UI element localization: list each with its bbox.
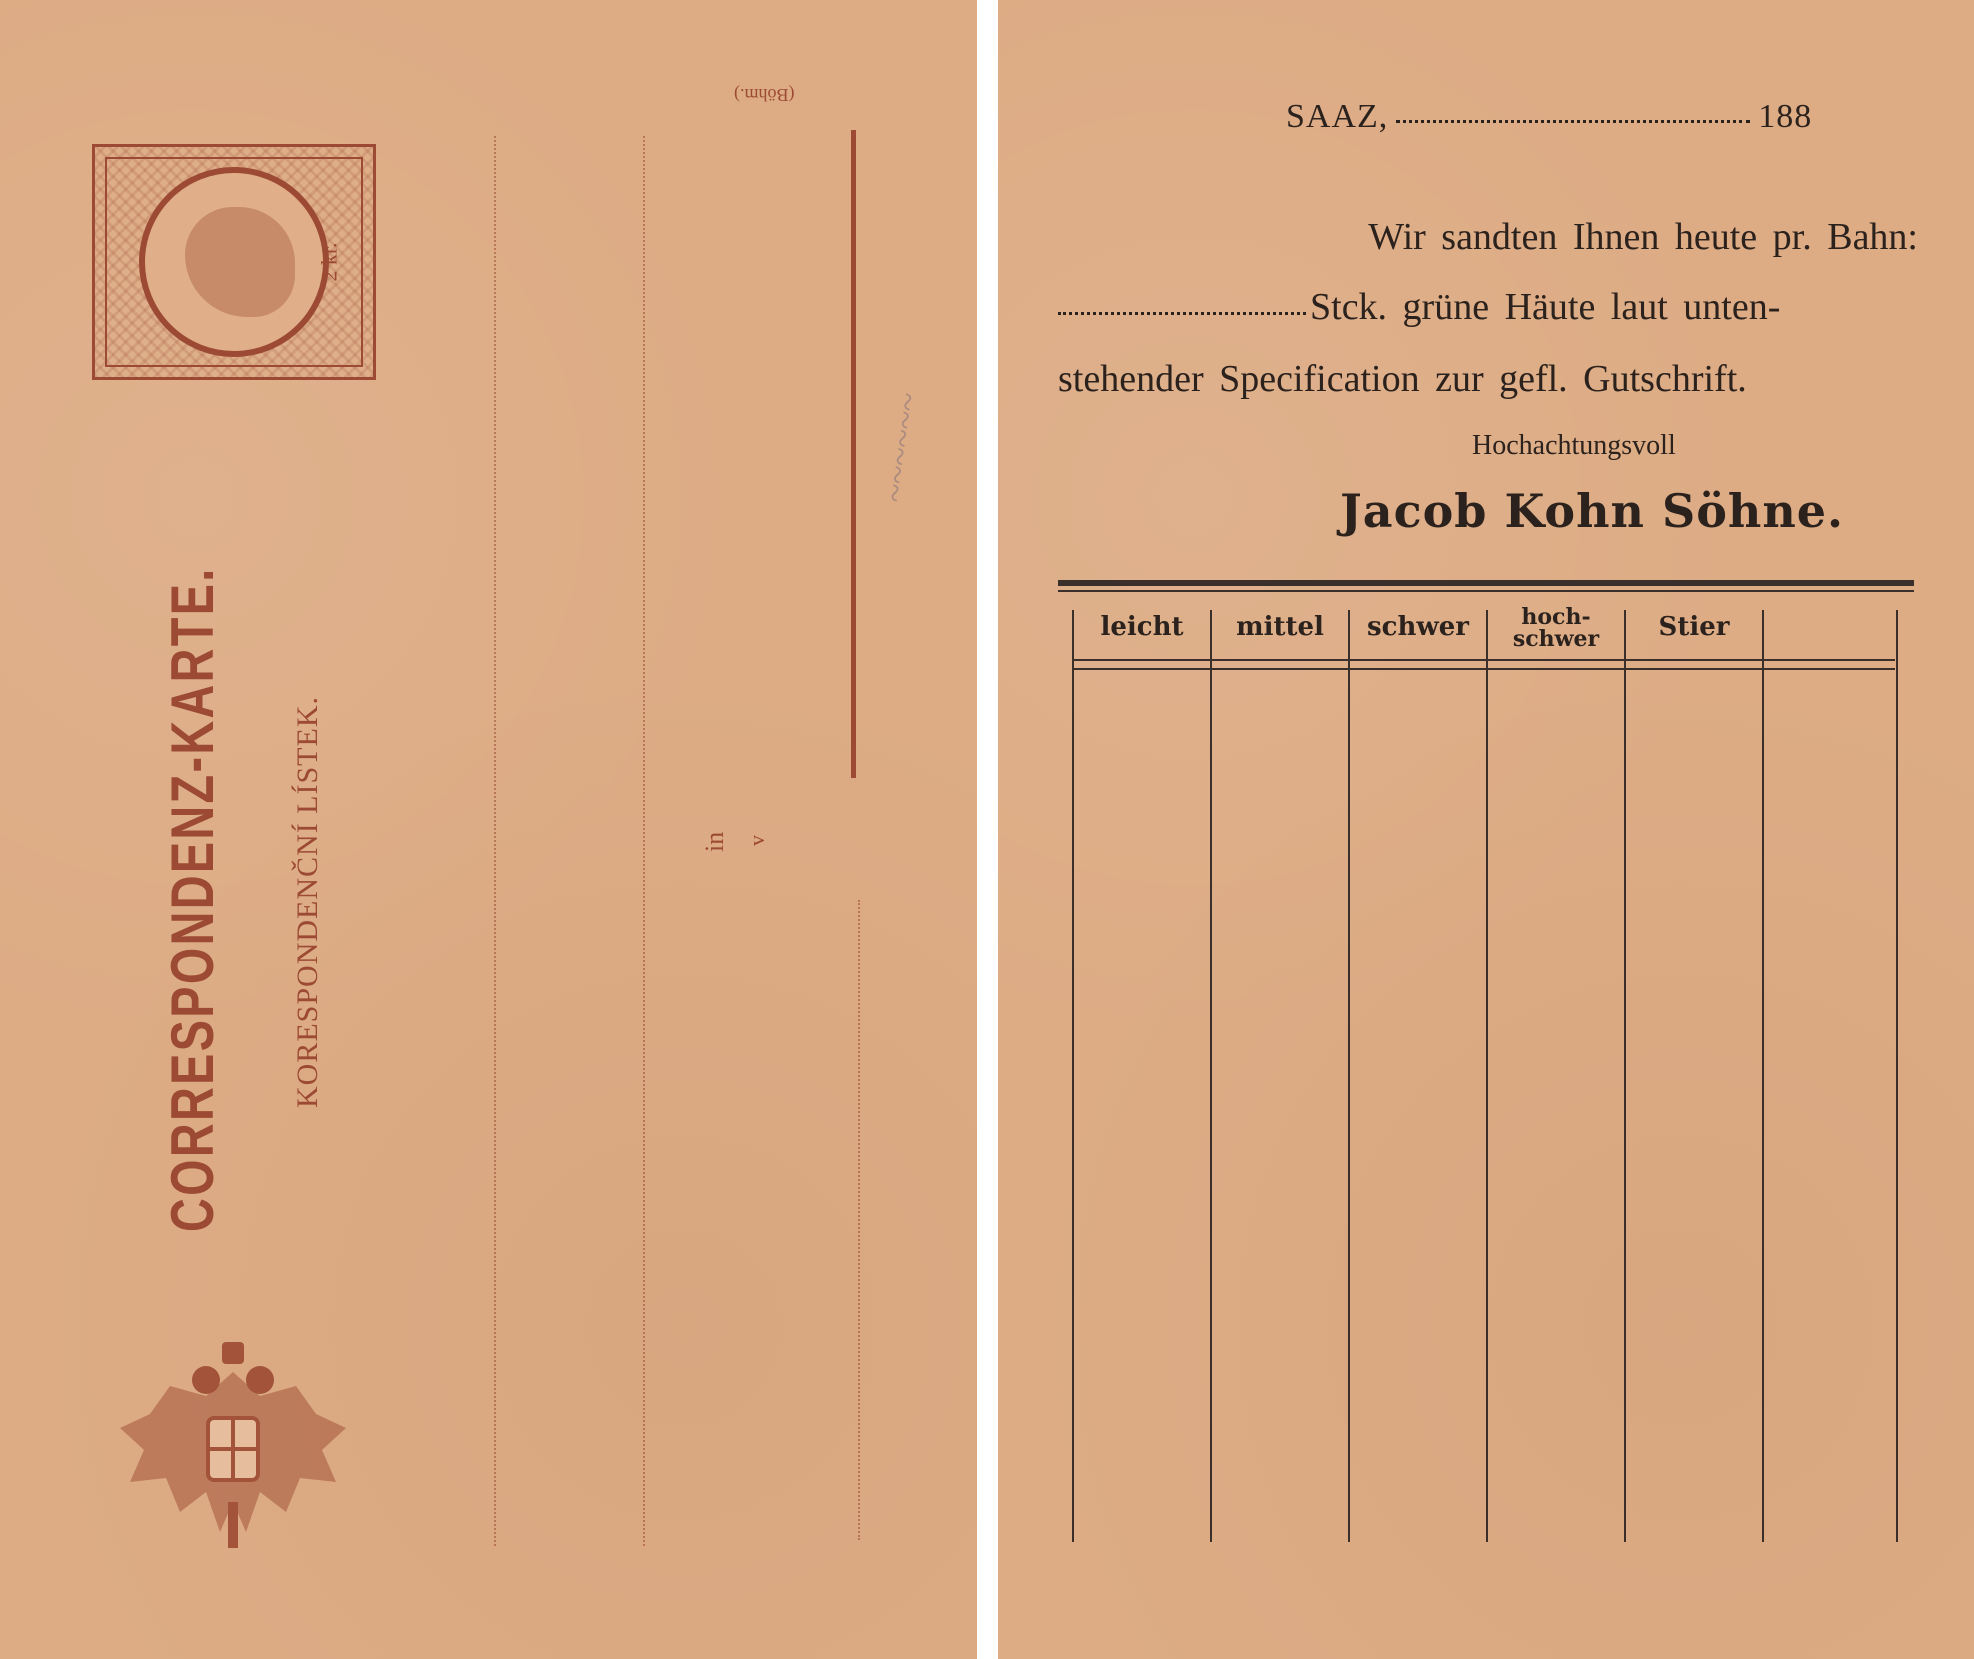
table-column-line [1486, 610, 1488, 1542]
message-line-2-text: Stck. grüne Häute laut unten- [1310, 286, 1781, 328]
table-column-line [1762, 610, 1764, 1542]
pencil-annotation: ~~~~~~ [876, 390, 929, 506]
double-headed-eagle-icon [110, 1332, 356, 1554]
table-top-rule [1058, 580, 1914, 586]
column-header-schwer: schwer [1367, 612, 1469, 642]
card-title-czech: KORESPONDENČNÍ LÍSTEK. [291, 696, 324, 1108]
closing-greeting: Hochachtungsvoll [1472, 430, 1676, 461]
emperor-portrait-icon [185, 207, 295, 317]
destination-prefix-cz: v [744, 835, 769, 846]
table-header-rule [1073, 668, 1895, 670]
place-date-line [1286, 98, 1812, 136]
table-column-line [1624, 610, 1626, 1542]
destination-prefix-de: in [700, 831, 729, 852]
table-column-line [1896, 610, 1898, 1542]
column-header-leicht: leicht [1100, 612, 1184, 642]
address-red-rule [851, 130, 856, 778]
address-dotted-line [494, 136, 496, 1546]
quantity-dotted-field [1058, 312, 1306, 315]
postcard-back [998, 0, 1974, 1659]
stamp-value: 2 kr. [316, 242, 342, 282]
postcard-front [0, 0, 977, 1659]
company-signature: Jacob Kohn Söhne. [1340, 484, 1845, 538]
table-top-rule-thin [1058, 590, 1914, 592]
column-header-mittel: mittel [1236, 612, 1324, 642]
table-column-line [1072, 610, 1074, 1542]
stamp-medallion [139, 167, 329, 357]
table-column-line [1348, 610, 1350, 1542]
column-header-hochschwer: hoch- schwer [1512, 604, 1600, 652]
address-dotted-line [643, 136, 645, 1546]
region-label: (Böhm.) [734, 85, 795, 105]
year-prefix: 188 [1758, 98, 1813, 135]
table-header-rule [1073, 659, 1895, 661]
date-dotted-field [1396, 120, 1750, 123]
address-dotted-line [858, 900, 860, 1540]
message-line-1: Wir sandten Ihnen heute pr. Bahn: [1368, 216, 1918, 258]
column-header-stier: Stier [1658, 612, 1730, 642]
table-column-line [1210, 610, 1212, 1542]
place-name: SAAZ, [1286, 98, 1389, 135]
imprinted-stamp [92, 144, 376, 380]
message-line-3: stehender Specification zur gefl. Gutschrift. [1058, 358, 1747, 400]
card-title-german: CORRESPONDENZ-KARTE. [159, 566, 226, 1232]
message-line-2 [1058, 288, 1908, 326]
